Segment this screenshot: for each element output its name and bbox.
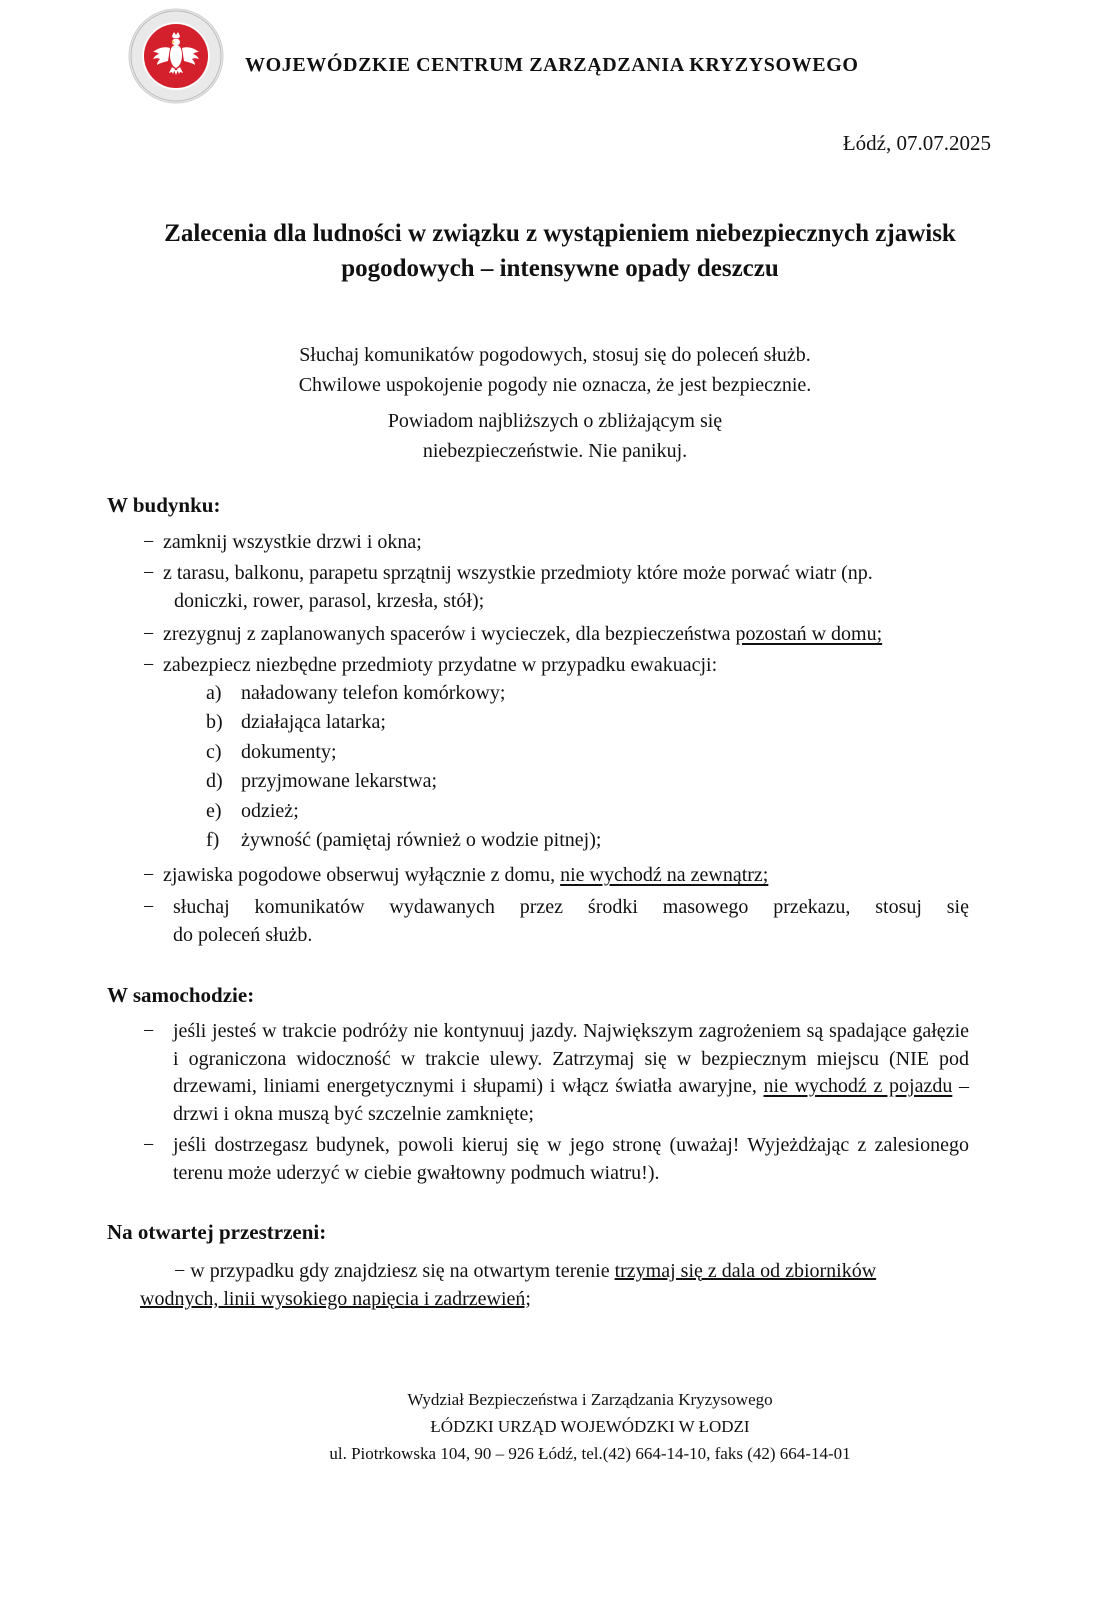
sublist-letter: a) xyxy=(206,682,222,704)
section-heading-car: W samochodzie: xyxy=(107,983,255,1007)
building-list xyxy=(143,528,969,949)
document-date: Łódź, 07.07.2025 xyxy=(842,131,991,155)
list-item-text: zrezygnuj z zaplanowanych spacerów i wycieczek, dla bezpieczeństwa xyxy=(163,623,736,645)
footer-address: ul. Piotrkowska 104, 90 – 926 Łódź, tel.(42) 664-14-10, faks (42) 664-14-01 xyxy=(329,1444,851,1463)
list-item-text: w przypadku gdy znajdziesz się na otwartym terenie xyxy=(190,1260,615,1282)
list-item-text: jeśli jesteś w trakcie podróży nie kontynuuj jazdy. Największym zagrożeniem są spadające gałęzie i ograniczona widoczność w trakcie ulewy. Zatrzymaj się w bezpiecznym miejscu (NIE pod drzewami, liniami energetycznymi i słupami) i włącz światła awaryjne, xyxy=(173,1020,969,1097)
dash-bullet: − xyxy=(143,562,155,584)
list-item-continuation xyxy=(140,1285,970,1313)
list-item-text: zabezpiecz niezbędne przedmioty przydatne w przypadku ewakuacji: xyxy=(163,654,718,676)
list-item xyxy=(140,1257,970,1285)
dash-bullet: − xyxy=(143,864,155,887)
sublist-text: naładowany telefon komórkowy; xyxy=(241,682,506,704)
sublist-letter: b) xyxy=(206,711,223,734)
intro-line: Powiadom najbliższych o zbliżającym się xyxy=(387,410,723,432)
dash-bullet: − xyxy=(143,1134,155,1156)
dash-bullet: − xyxy=(143,1020,155,1042)
title-line: Zalecenia dla ludności w związku z wystąpieniem niebezpiecznych zjawisk xyxy=(164,220,956,247)
list-item xyxy=(143,620,969,648)
footer-department: Wydział Bezpieczeństwa i Zarządzania Kryzysowego xyxy=(407,1390,773,1409)
list-item xyxy=(143,893,969,949)
list-item-text: jeśli dostrzegasz budynek, powoli kieruj się w jego stronę (uważaj! Wyjeżdżając z zalesionego terenu może uderzyć w ciebie gwałtowny podmuch wiatru!). xyxy=(173,1134,969,1184)
list-item-text: zjawiska pogodowe obserwuj wyłącznie z domu, xyxy=(163,864,561,887)
sublist-item xyxy=(206,797,969,826)
sublist-letter: f) xyxy=(206,829,220,852)
sublist-letter: c) xyxy=(206,740,222,763)
sublist-item xyxy=(206,826,969,855)
intro-line: niebezpieczeństwie. Nie panikuj. xyxy=(422,440,688,462)
section-heading-open-space: Na otwartej przestrzeni: xyxy=(107,1220,327,1244)
sublist-item xyxy=(206,708,969,737)
car-list xyxy=(143,1018,969,1187)
dash-bullet: − xyxy=(143,654,155,676)
list-item-text: do poleceń służb. xyxy=(173,924,313,947)
document-footer xyxy=(100,1386,1080,1467)
evacuation-items-sublist xyxy=(206,679,969,855)
sublist-letter: e) xyxy=(206,799,222,822)
list-item-text: doniczki, rower, parasol, krzesła, stół); xyxy=(174,590,485,612)
footer-office: ŁÓDZKI URZĄD WOJEWÓDZKI W ŁODZI xyxy=(430,1417,750,1436)
intro-line: Słuchaj komunikatów pogodowych, stosuj się do poleceń służb. xyxy=(299,344,811,366)
sublist-text: przyjmowane lekarstwa; xyxy=(241,770,438,793)
sublist-item xyxy=(206,679,969,708)
sublist-text: działająca latarka; xyxy=(241,711,386,734)
list-item xyxy=(143,559,969,615)
emphasis-underlined: wodnych, linii wysokiego napięcia i zadrzewień; xyxy=(140,1288,531,1310)
emphasis-underlined: trzymaj się z dala od zbiorników xyxy=(614,1260,877,1282)
document-title xyxy=(60,216,1060,286)
emphasis-underlined: nie wychodź z pojazdu xyxy=(763,1075,953,1097)
list-item xyxy=(143,1132,969,1187)
list-item xyxy=(143,1018,969,1128)
dash-bullet: − xyxy=(143,623,155,645)
list-item-text: zamknij wszystkie drzwi i okna; xyxy=(163,531,422,553)
sublist-text: odzież; xyxy=(241,799,299,822)
organization-name: WOJEWÓDZKIE CENTRUM ZARZĄDZANIA KRYZYSOWEGO xyxy=(245,54,859,76)
dash-bullet: − xyxy=(143,531,155,553)
polish-eagle-emblem-icon xyxy=(128,8,224,104)
dash-bullet: − xyxy=(174,1260,186,1282)
intro-line: Chwilowe uspokojenie pogody nie oznacza, że jest bezpiecznie. xyxy=(298,374,812,396)
open-space-list xyxy=(140,1257,970,1313)
title-line: pogodowych – intensywne opady deszczu xyxy=(341,255,779,282)
sublist-text: żywność (pamiętaj również o wodzie pitnej); xyxy=(241,829,602,852)
intro-advice xyxy=(160,340,950,466)
list-item xyxy=(143,528,969,556)
emphasis-underlined: nie wychodź na zewnątrz; xyxy=(560,864,769,887)
list-item xyxy=(143,651,969,679)
section-heading-building: W budynku: xyxy=(107,493,221,517)
dash-bullet: − xyxy=(143,896,155,919)
sublist-item xyxy=(206,738,969,767)
emphasis-underlined: pozostań w domu; xyxy=(735,623,883,645)
list-item-text: z tarasu, balkonu, parapetu sprzątnij wszystkie przedmioty które może porwać wiatr (np. xyxy=(163,562,873,584)
list-item-text: – drzwi i okna muszą być szczelnie zamknięte; xyxy=(173,1075,969,1125)
sublist-item xyxy=(206,767,969,796)
sublist-text: dokumenty; xyxy=(241,740,337,763)
list-item-text: słuchaj komunikatów wydawanych przez środki masowego przekazu, stosuj się xyxy=(173,896,969,919)
list-item xyxy=(143,861,969,889)
sublist-letter: d) xyxy=(206,770,223,793)
